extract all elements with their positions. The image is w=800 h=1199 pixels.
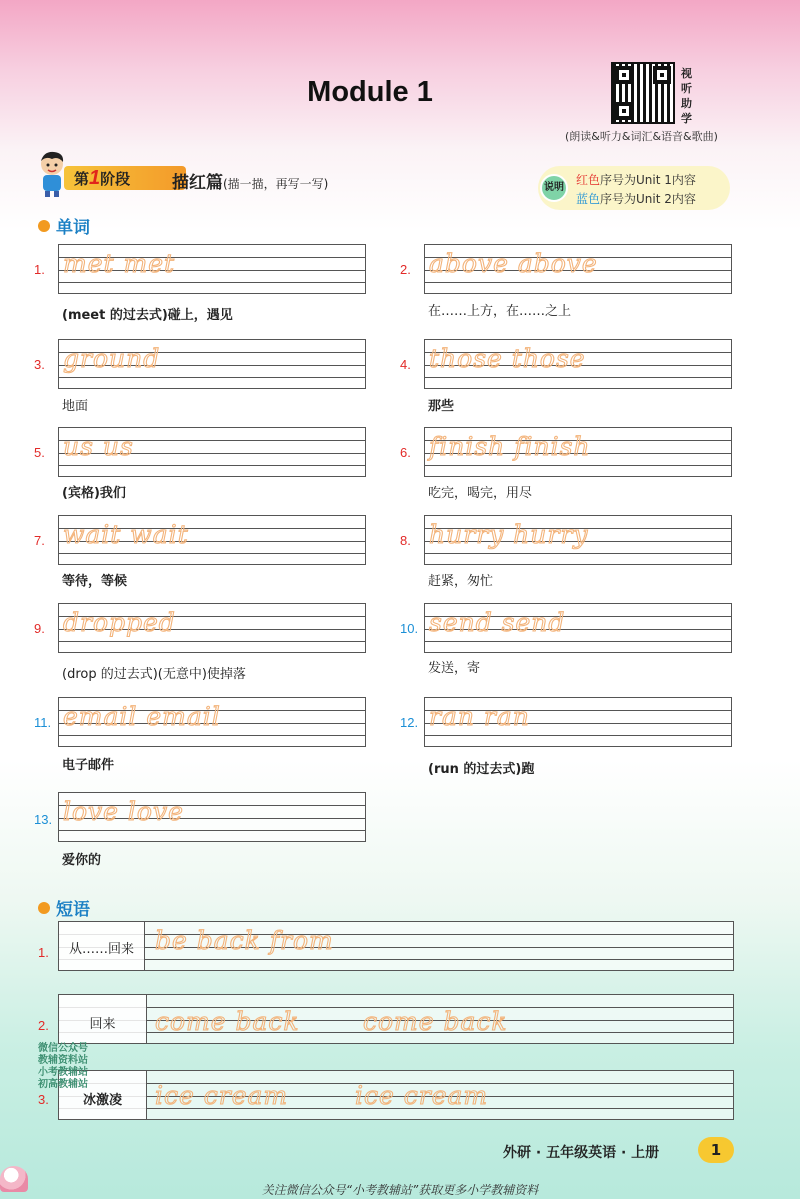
trace-phrase: come back xyxy=(363,1007,508,1036)
word-number: 5. xyxy=(34,445,45,460)
word-writing-box[interactable] xyxy=(58,697,366,747)
qr-code-icon xyxy=(611,62,675,124)
qr-caption: (朗读&听力&词汇&语音&歌曲) xyxy=(565,130,718,143)
word-meaning: (宾格)我们 xyxy=(62,486,126,501)
page-title: Module 1 xyxy=(307,76,433,108)
word-writing-box[interactable] xyxy=(58,339,366,389)
word-writing-box[interactable] xyxy=(424,427,732,477)
trace-word: those those xyxy=(429,344,586,373)
word-meaning: (drop 的过去式)(无意中)使掉落 xyxy=(62,667,246,682)
word-writing-box[interactable] xyxy=(424,603,732,653)
word-number: 7. xyxy=(34,533,45,548)
legend-note xyxy=(538,166,730,210)
word-writing-box[interactable] xyxy=(424,244,732,294)
footer-ad: 关注微信公众号“小考教辅站”获取更多小学教辅资料 xyxy=(261,1183,539,1197)
word-meaning: 吃完，喝完，用尽 xyxy=(428,486,533,501)
trace-phrase: come back xyxy=(155,1007,300,1036)
qr-side-label: 视听助学 xyxy=(681,67,692,125)
trace-word: love love xyxy=(63,797,184,826)
word-writing-box[interactable] xyxy=(424,697,732,747)
page-number: 1 xyxy=(698,1137,734,1163)
word-meaning: 在……上方，在……之上 xyxy=(428,304,572,319)
word-number: 13. xyxy=(34,812,53,827)
words-section-heading: 单词 xyxy=(38,213,90,238)
word-number: 8. xyxy=(400,533,411,548)
word-number: 1. xyxy=(34,262,45,277)
trace-word: met met xyxy=(63,249,176,278)
word-number: 9. xyxy=(34,621,45,636)
word-number: 10. xyxy=(400,621,419,636)
word-number: 6. xyxy=(400,445,411,460)
word-number: 11. xyxy=(34,715,52,730)
word-meaning: 那些 xyxy=(428,399,455,414)
note-blue-line: 蓝色序号为Unit 2内容 xyxy=(576,192,696,206)
word-number: 3. xyxy=(34,357,45,372)
phrase-number: 2. xyxy=(38,1018,49,1033)
trace-word: above above xyxy=(429,249,598,278)
word-meaning: 赶紧，匆忙 xyxy=(428,574,494,589)
stage-name: 描红篇(描一描，再写一写) xyxy=(172,173,329,193)
word-meaning: 等待，等候 xyxy=(62,574,128,589)
trace-word: ran ran xyxy=(429,702,530,731)
word-meaning: (run 的过去式)跑 xyxy=(428,762,535,777)
word-writing-box[interactable] xyxy=(58,515,366,565)
word-writing-box[interactable] xyxy=(58,792,366,842)
trace-word: wait wait xyxy=(63,520,189,549)
book-title: 外研 · 五年级英语 · 上册 xyxy=(503,1145,660,1161)
note-tag: 说明 xyxy=(540,174,568,202)
word-meaning: 发送，寄 xyxy=(428,661,481,676)
word-writing-box[interactable] xyxy=(58,427,366,477)
watermark: 微信公众号 教辅资料站 小考教辅站 初高教辅站 xyxy=(38,1043,88,1090)
word-writing-box[interactable] xyxy=(424,515,732,565)
trace-word: ground xyxy=(63,344,161,373)
note-red-line: 红色序号为Unit 1内容 xyxy=(576,173,696,187)
trace-phrase: be back from xyxy=(155,926,334,955)
phrase-number: 1. xyxy=(38,945,49,960)
trace-word: hurry hurry xyxy=(429,520,589,549)
phrase-writing-box[interactable] xyxy=(58,994,734,1044)
word-number: 12. xyxy=(400,715,419,730)
trace-word: finish finish xyxy=(429,432,591,461)
phrase-writing-box[interactable] xyxy=(58,921,734,971)
word-number: 4. xyxy=(400,357,411,372)
trace-phrase: ice cream xyxy=(155,1081,289,1110)
stage-badge: 第1阶段 xyxy=(64,166,186,190)
word-writing-box[interactable] xyxy=(424,339,732,389)
word-writing-box[interactable] xyxy=(58,244,366,294)
word-meaning: 地面 xyxy=(62,399,89,414)
trace-word: dropped xyxy=(63,608,176,637)
phrase-meaning: 冰激凌 xyxy=(59,1071,147,1119)
word-meaning: 电子邮件 xyxy=(62,758,115,773)
word-meaning: (meet 的过去式)碰上，遇见 xyxy=(62,308,233,323)
stage-subtitle: (描一描，再写一写) xyxy=(223,177,329,191)
phrase-meaning: 回来 xyxy=(59,995,147,1043)
trace-phrase: ice cream xyxy=(355,1081,489,1110)
word-number: 2. xyxy=(400,262,411,277)
phrases-section-heading: 短语 xyxy=(38,895,90,920)
trace-word: us us xyxy=(63,432,134,461)
phrase-number: 3. xyxy=(38,1092,49,1107)
word-writing-box[interactable] xyxy=(58,603,366,653)
stage-banner xyxy=(34,150,364,198)
trace-word: send send xyxy=(429,608,566,637)
phrase-writing-box[interactable] xyxy=(58,1070,734,1120)
word-meaning: 爱你的 xyxy=(62,853,102,868)
trace-word: email email xyxy=(63,702,221,731)
phrase-meaning: 从……回来 xyxy=(59,922,145,970)
